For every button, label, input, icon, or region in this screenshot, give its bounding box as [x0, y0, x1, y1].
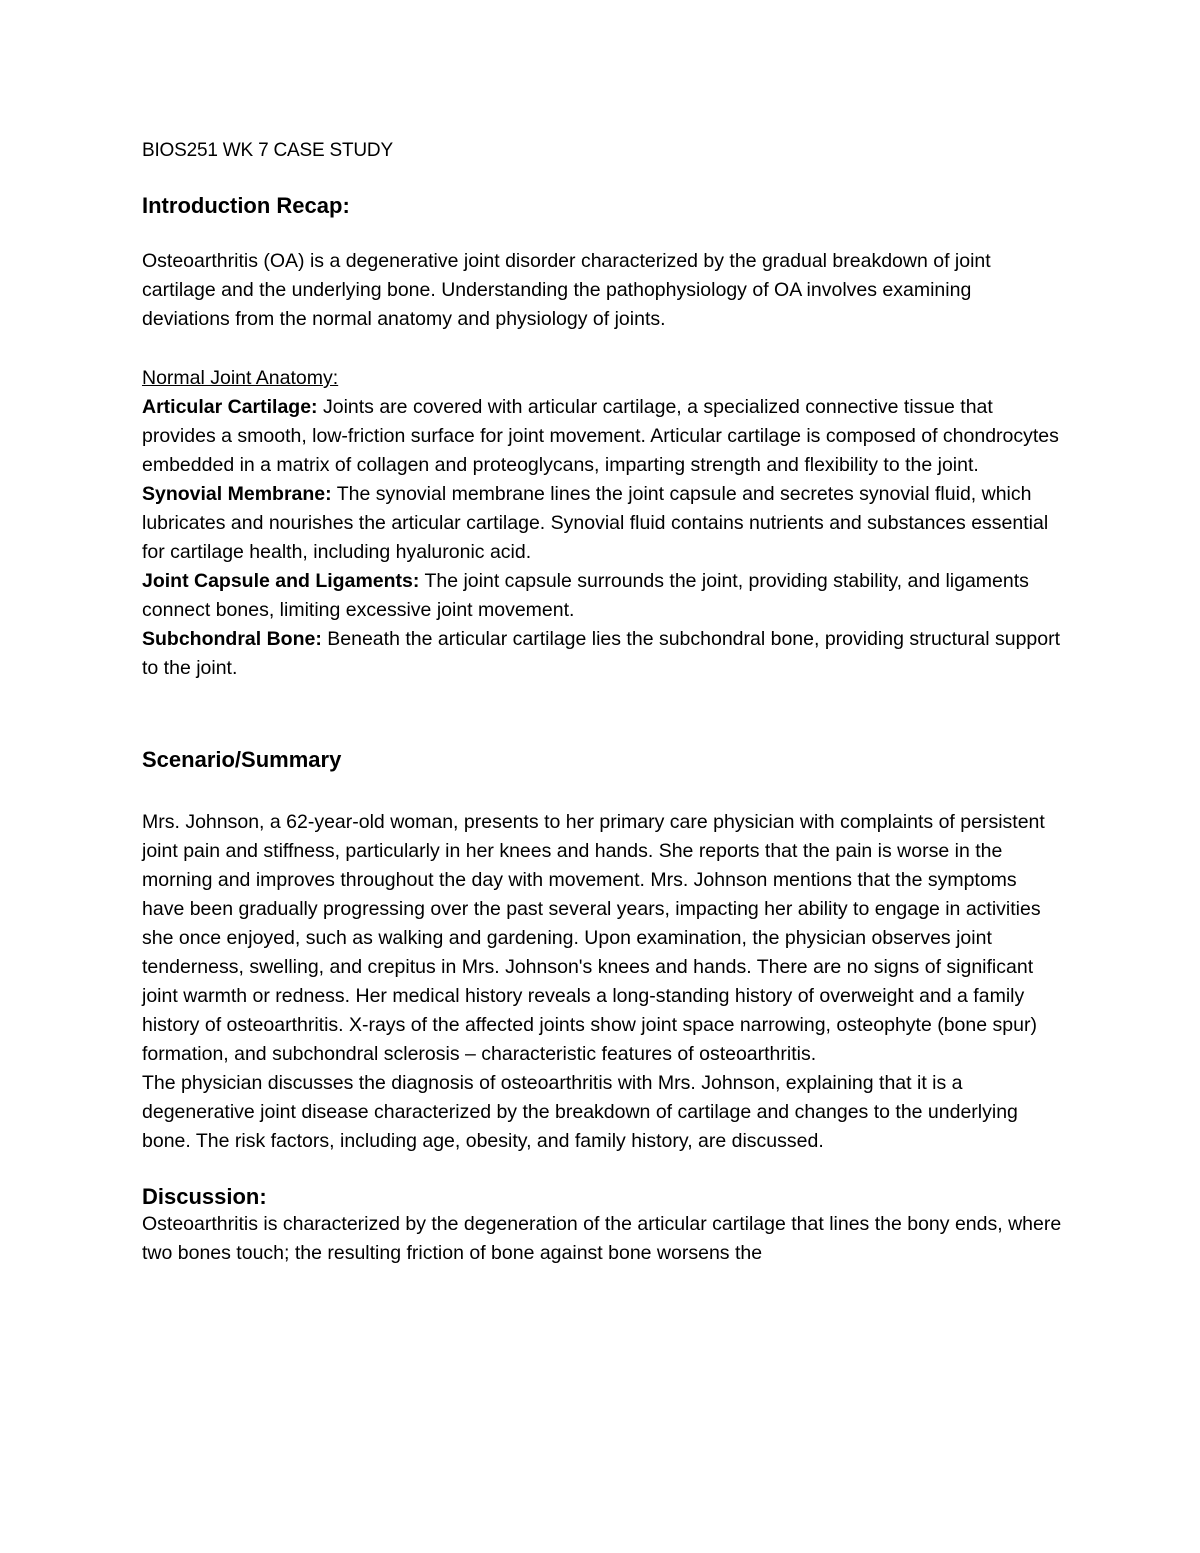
- discussion-paragraph: Osteoarthritis is characterized by the degeneration of the articular cartilage that lines the bony ends, where two bones touch; the resulting friction of bone against bone worsens the: [142, 1212, 1062, 1264]
- anatomy-definition: Beneath the articular cartilage lies the subchondral bone, providing structural support to the joint.: [142, 628, 1061, 680]
- anatomy-definition: The joint capsule surrounds the joint, providing stability, and ligaments connect bones, limiting excessive joint movement.: [142, 570, 1029, 622]
- anatomy-subheading: Normal Joint Anatomy:: [142, 367, 339, 390]
- discussion-heading: Discussion:: [142, 1183, 267, 1209]
- anatomy-term: Synovial Membrane:: [142, 483, 332, 506]
- scenario-paragraph-1: Mrs. Johnson, a 62-year-old woman, presents to her primary care physician with complaints of persistent joint pain and stiffness, particularly in her knees and hands. She reports that the pain is worse in the morning and improves throughout the day with movement. Mrs. Johnson mentions that the symptoms have been gradually progressing over the past several years, impacting her ability to engage in activities she once enjoyed, such as walking and gardening. Upon examination, the physician observes joint tenderness, swelling, and crepitus in Mrs. Johnson's knees and hands. There are no signs of significant joint warmth or redness. Her medical history reveals a long-standing history of overweight and a family history of osteoarthritis. X-rays of the affected joints show joint space narrowing, osteophyte (bone spur) formation, and subchondral sclerosis – characteristic features of osteoarthritis.: [142, 810, 1045, 1065]
- document-page: [142, 140, 1062, 1268]
- anatomy-item-synovial-membrane: [142, 480, 1062, 567]
- anatomy-definition: Joints are covered with articular cartilage, a specialized connective tissue that provides a smooth, low-friction surface for joint movement. Articular cartilage is composed of chondrocytes embedded in a matrix of collagen and proteoglycans, imparting strength and flexibility to the joint.: [142, 396, 1059, 477]
- course-title: BIOS251 WK 7 CASE STUDY: [142, 140, 393, 161]
- anatomy-definition: The synovial membrane lines the joint capsule and secretes synovial fluid, which lubricates and nourishes the articular cartilage. Synovial fluid contains nutrients and substances essential for cartilage health, including hyaluronic acid.: [142, 483, 1049, 564]
- scenario-heading: Scenario/Summary: [142, 747, 342, 773]
- anatomy-item-subchondral-bone: [142, 625, 1062, 683]
- anatomy-item-joint-capsule: [142, 567, 1062, 625]
- anatomy-term: Joint Capsule and Ligaments:: [142, 570, 420, 593]
- scenario-paragraph-2: The physician discusses the diagnosis of osteoarthritis with Mrs. Johnson, explaining that it is a degenerative joint disease characterized by the breakdown of cartilage and changes to the underlying bone. The risk factors, including age, obesity, and family history, are discussed.: [142, 1071, 1018, 1152]
- anatomy-term: Subchondral Bone:: [142, 628, 322, 651]
- introduction-heading: Introduction Recap:: [142, 192, 350, 218]
- introduction-paragraph: Osteoarthritis (OA) is a degenerative joint disorder characterized by the gradual breakdown of joint cartilage and the underlying bone. Understanding the pathophysiology of OA involves examining deviations from the normal anatomy and physiology of joints.: [142, 250, 991, 331]
- anatomy-item-articular-cartilage: [142, 393, 1062, 480]
- anatomy-term: Articular Cartilage:: [142, 396, 318, 419]
